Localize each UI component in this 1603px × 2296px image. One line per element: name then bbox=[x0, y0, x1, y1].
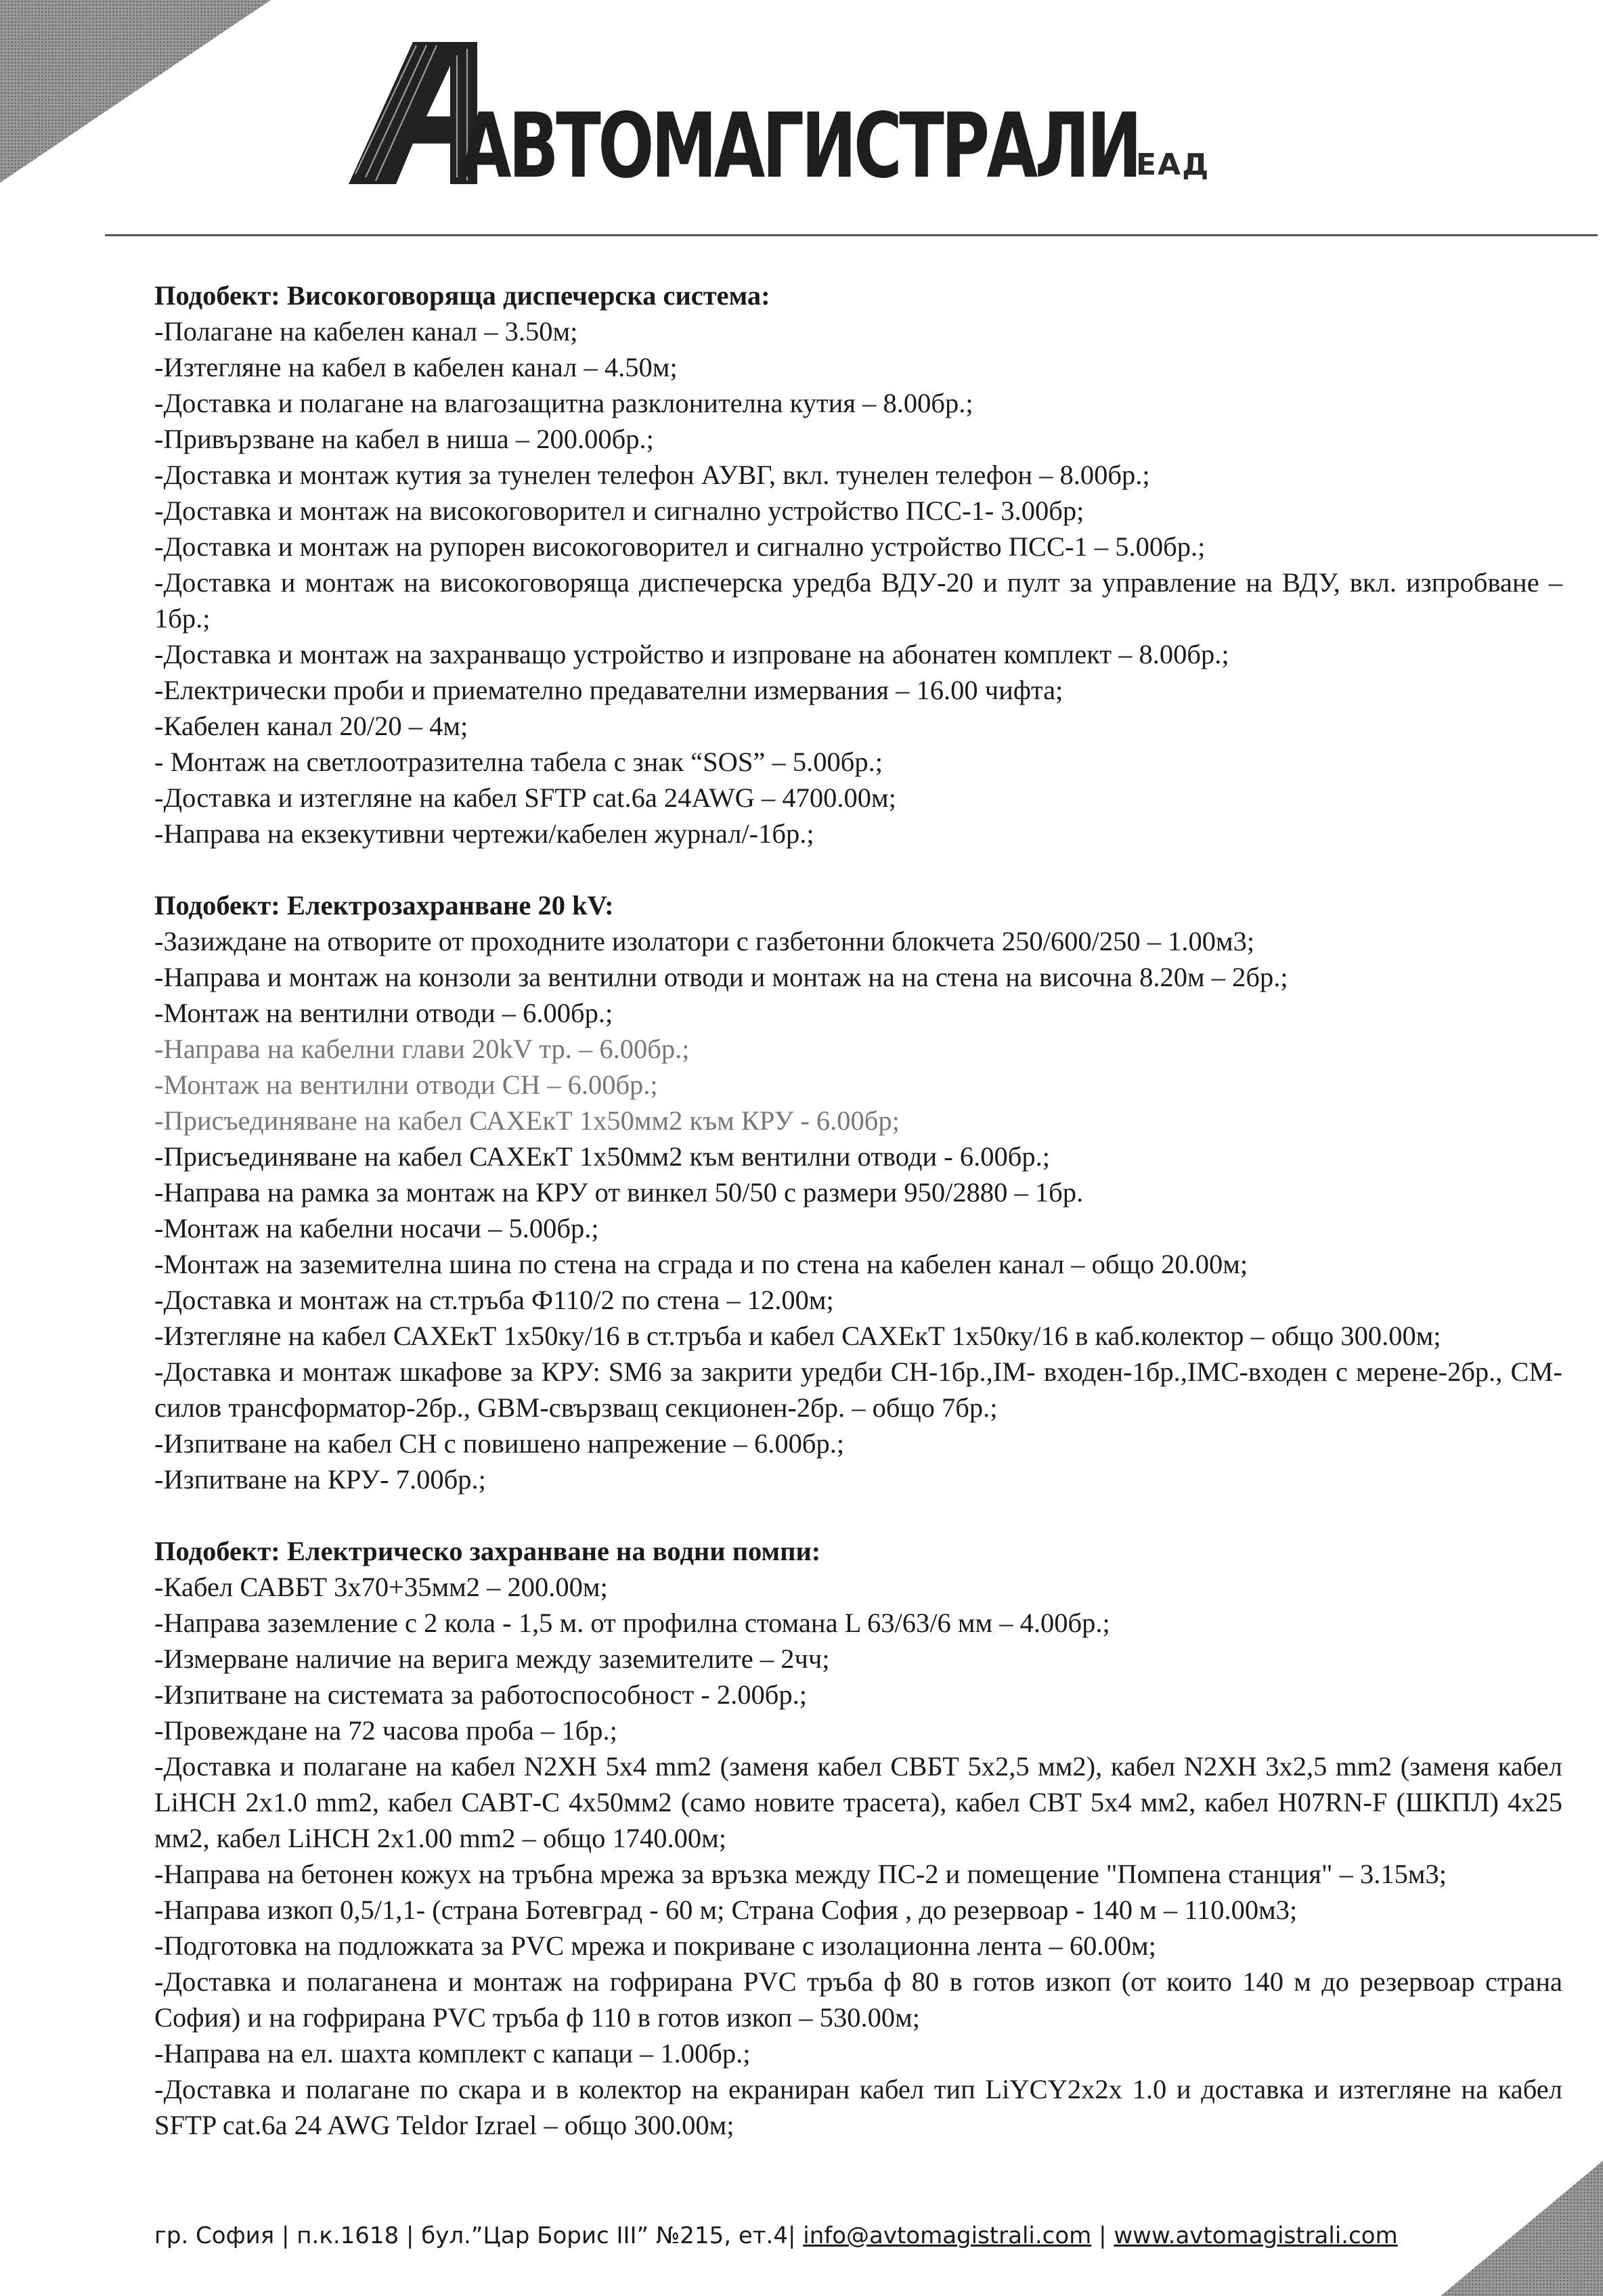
list-item: -Монтаж на заземителна шина по стена на сграда и по стена на кабелен канал – общо 20.00м; bbox=[154, 1249, 1248, 1279]
list-item: -Монтаж на вентилни отводи СН – 6.00бр.; bbox=[154, 1069, 658, 1100]
list-item: -Направа изкоп 0,5/1,1- (страна Ботевград - 60 м; Страна София , до резервоар - 140 м – 110.00м3; bbox=[154, 1895, 1298, 1925]
list-item: -Доставка и монтаж на рупорен високоговорител и сигнално устройство ПСС-1 – 5.00бр.; bbox=[154, 531, 1206, 562]
list-item: -Направа на екзекутивни чертежи/кабелен журнал/-1бр.; bbox=[154, 818, 814, 849]
section-title: Подобект: Електрическо захранване на водни помпи: bbox=[154, 1536, 821, 1566]
list-item: -Доставка и монтаж на високоговорител и сигнално устройство ПСС-1- 3.00бр; bbox=[154, 495, 1084, 526]
company-name: АВТОМАГИСТРАЛИ bbox=[460, 94, 1139, 198]
list-item: -Доставка и полагане на влагозащитна разклонителна кутия – 8.00бр.; bbox=[154, 388, 973, 418]
section-water-pumps bbox=[154, 1533, 1562, 2143]
list-item: -Кабелен канал 20/20 – 4м; bbox=[154, 711, 468, 741]
document-body bbox=[154, 278, 1562, 2179]
list-item: -Изпитване на системата за работоспособност - 2.00бр.; bbox=[154, 1679, 808, 1710]
list-item: - Монтаж на светлоотразителна табела с знак “SOS” – 5.00бр.; bbox=[154, 747, 883, 777]
list-item: -Монтаж на вентилни отводи – 6.00бр.; bbox=[154, 998, 613, 1028]
list-item: -Зазиждане на отворите от проходните изолатори с газбетонни блокчета 250/600/250 – 1.00м3; bbox=[154, 926, 1255, 956]
list-item: -Направа на рамка за монтаж на КРУ от винкел 50/50 с размери 950/2880 – 1бр. bbox=[154, 1177, 1084, 1208]
list-item: -Доставка и монтаж на ст.тръба Ф110/2 по стена – 12.00м; bbox=[154, 1285, 834, 1315]
list-item: -Изпитване на кабел СН с повишено напрежение – 6.00бр.; bbox=[154, 1428, 845, 1459]
section-title: Подобект: Високоговоряща диспечерска система: bbox=[154, 280, 770, 311]
list-item: -Монтаж на кабелни носачи – 5.00бр.; bbox=[154, 1213, 599, 1243]
list-item: -Измерване наличие на верига между заземителите – 2чч; bbox=[154, 1643, 830, 1674]
list-item: -Електрически проби и приемателно предавателни измервания – 16.00 чифта; bbox=[154, 675, 1063, 705]
header-divider bbox=[105, 234, 1598, 236]
website-link[interactable]: www.avtomagistrali.com bbox=[1114, 2222, 1398, 2249]
list-item: -Направа и монтаж на конзоли за вентилни отводи и монтаж на на стена на височна 8.20м – 2бр.; bbox=[154, 962, 1288, 992]
list-item: -Доставка и изтегляне на кабел SFTP cat.6a 24AWG – 4700.00м; bbox=[154, 782, 896, 813]
list-item: -Изтегляне на кабел САХЕкТ 1х50ку/16 в ст.тръба и кабел САХЕкТ 1х50ку/16 в каб.колектор – общо 300.00м; bbox=[154, 1321, 1441, 1351]
list-item: -Доставка и монтаж кутия за тунелен телефон АУВГ, вкл. тунелен телефон – 8.00бр.; bbox=[154, 460, 1150, 490]
section-voice-dispatch bbox=[154, 278, 1562, 852]
list-item: -Изпитване на КРУ- 7.00бр.; bbox=[154, 1464, 486, 1495]
list-item: -Привързване на кабел в ниша – 200.00бр.; bbox=[154, 424, 654, 454]
email-link[interactable]: info@avtomagistrali.com bbox=[803, 2222, 1092, 2249]
section-power-20kv bbox=[154, 887, 1562, 1497]
footer bbox=[154, 2222, 1398, 2249]
list-item: -Присъединяване на кабел САХЕкТ 1х50мм2 към КРУ - 6.00бр; bbox=[154, 1105, 900, 1136]
list-item: -Доставка и полагане на кабел N2XH 5x4 mm2 (заменя кабел СВБТ 5х2,5 мм2), кабел N2XH 3x2,5 mm2 (заменя кабел LiHCH 2x1.0 mm2, кабел САВТ-С 4х50мм2 (само новите трасета), кабел СВТ 5х4 мм2, кабел H07RN-F (ШКПЛ) 4х25 мм2, кабел LiHCH 2x1.00 mm2 – общо 1740.00м; bbox=[154, 1751, 1562, 1853]
footer-address: гр. София | п.к.1618 | бул.”Цар Борис III” №215, ет.4| bbox=[154, 2222, 796, 2249]
footer-separator: | bbox=[1091, 2222, 1114, 2249]
list-item: -Доставка и полагане по скара и в колектор на екраниран кабел тип LiYCY2x2x 1.0 и доставка и изтегляне на кабел SFTP cat.6a 24 AWG Teldor Izrael – общо 300.00м; bbox=[154, 2074, 1562, 2140]
list-item: -Доставка и монтаж на високоговоряща диспечерска уредба ВДУ-20 и пулт за управление на ВДУ, вкл. изпробване – 1бр.; bbox=[154, 567, 1562, 634]
list-item: -Подготовка на подложката за PVC мрежа и покриване с изолационна лента – 60.00м; bbox=[154, 1930, 1156, 1961]
list-item: -Доставка и монтаж шкафове за КРУ: SM6 за закрити уредби СН-1бр.,IM- входен-1бр.,IMC-входен с мерене-2бр., CM- силов трансформатор-2бр., GBM-свързващ секционен-2бр. – общо 7бр.; bbox=[154, 1356, 1562, 1423]
corner-decoration bbox=[0, 0, 271, 183]
company-suffix: ЕАД bbox=[1136, 148, 1210, 182]
section-title: Подобект: Електрозахранване 20 kV: bbox=[154, 890, 614, 921]
list-item: -Присъединяване на кабел САХЕкТ 1х50мм2 към вентилни отводи - 6.00бр.; bbox=[154, 1141, 1050, 1172]
list-item: -Направа на кабелни глави 20kV тр. – 6.00бр.; bbox=[154, 1034, 690, 1064]
list-item: -Направа на бетонен кожух на тръбна мрежа за връзка между ПС-2 и помещение "Помпена станция" – 3.15м3; bbox=[154, 1859, 1447, 1889]
list-item: -Доставка и полаганена и монтаж на гофрирана PVC тръба ф 80 в готов изкоп (от които 140 м до резервоар страна София) и на гофрирана PVC тръба ф 110 в готов изкоп – 530.00м; bbox=[154, 1966, 1562, 2033]
list-item: -Доставка и монтаж на захранващо устройство и изпроване на абонатен комплект – 8.00бр.; bbox=[154, 639, 1229, 669]
list-item: -Провеждане на 72 часова проба – 1бр.; bbox=[154, 1715, 617, 1746]
corner-decoration bbox=[1441, 2161, 1603, 2296]
list-item: -Кабел САВБТ 3х70+35мм2 – 200.00м; bbox=[154, 1572, 608, 1602]
list-item: -Направа на ел. шахта комплект с капаци – 1.00бр.; bbox=[154, 2038, 751, 2069]
list-item: -Полагане на кабелен канал – 3.50м; bbox=[154, 316, 578, 347]
list-item: -Направа заземление с 2 кола - 1,5 м. от профилна стомана L 63/63/6 мм – 4.00бр.; bbox=[154, 1608, 1110, 1638]
list-item: -Изтегляне на кабел в кабелен канал – 4.50м; bbox=[154, 352, 678, 382]
